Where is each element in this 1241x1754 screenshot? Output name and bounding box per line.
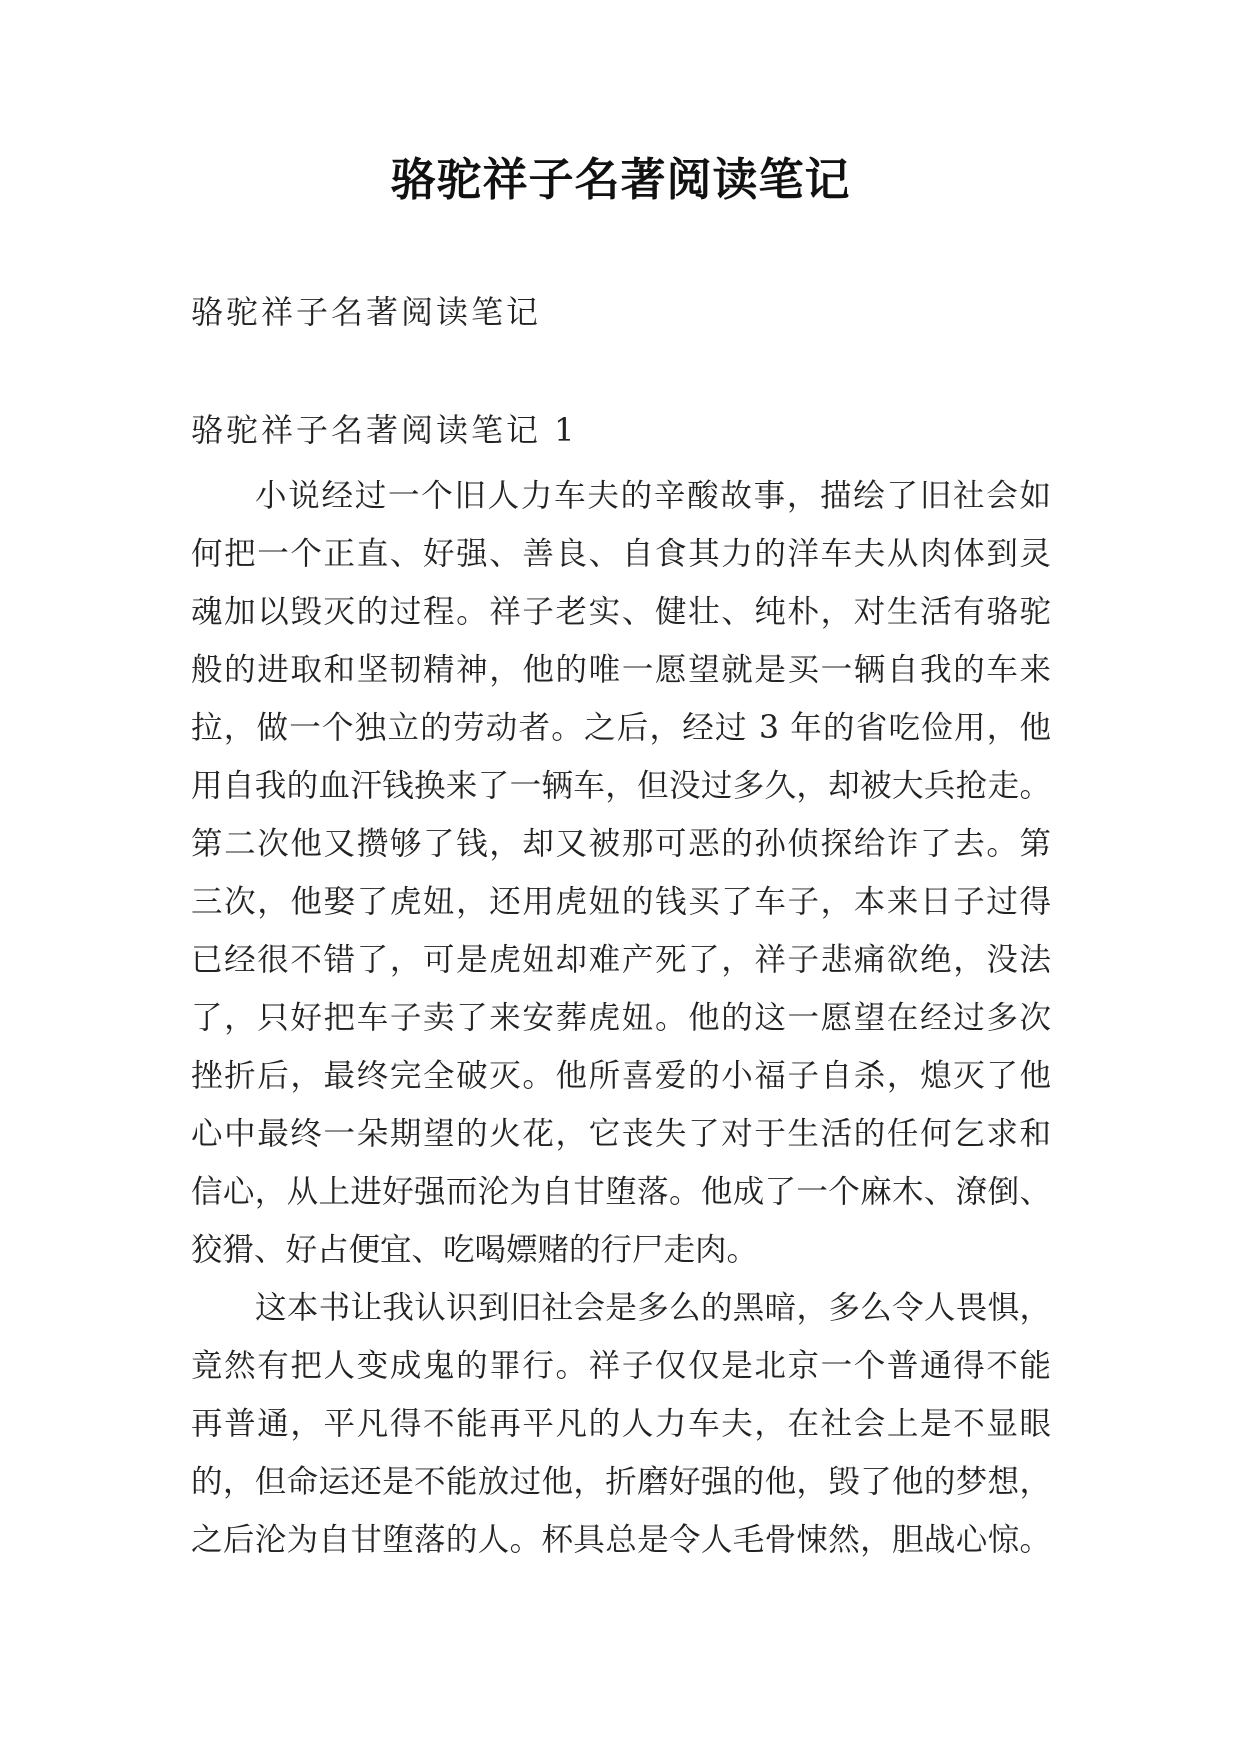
paragraph-line: 拉，做一个独立的劳动者。之后，经过 3 年的省吃俭用，他	[191, 710, 1051, 746]
body-text	[191, 467, 1051, 1569]
paragraph-line: 已经很不错了，可是虎妞却难产死了，祥子悲痛欲绝，没法	[191, 942, 1051, 978]
paragraph-line: 之后沦为自甘堕落的人。杯具总是令人毛骨悚然，胆战心惊。	[191, 1522, 1051, 1558]
document-subtitle: 骆驼祥子名著阅读笔记	[191, 293, 542, 331]
section-heading: 骆驼祥子名著阅读笔记 1	[191, 411, 578, 449]
paragraph-line: 的，但命运还是不能放过他，折磨好强的他，毁了他的梦想，	[191, 1464, 1051, 1500]
paragraph-line: 信心，从上进好强而沦为自甘堕落。他成了一个麻木、潦倒、	[191, 1174, 1051, 1210]
document-title: 骆驼祥子名著阅读笔记	[390, 153, 851, 206]
paragraph-line: 小说经过一个旧人力车夫的辛酸故事，描绘了旧社会如	[255, 478, 1051, 514]
paragraph-line: 三次，他娶了虎妞，还用虎妞的钱买了车子，本来日子过得	[191, 884, 1051, 920]
paragraph-line: 用自我的血汗钱换来了一辆车，但没过多久，却被大兵抢走。	[191, 768, 1051, 804]
paragraph-line: 这本书让我认识到旧社会是多么的黑暗，多么令人畏惧，	[255, 1290, 1051, 1326]
paragraph-line: 魂加以毁灭的过程。祥子老实、健壮、纯朴，对生活有骆驼	[191, 594, 1051, 630]
paragraph-line: 第二次他又攒够了钱，却又被那可恶的孙侦探给诈了去。第	[191, 826, 1051, 862]
paragraph-line: 般的进取和坚韧精神，他的唯一愿望就是买一辆自我的车来	[191, 652, 1051, 688]
paragraph-line: 了，只好把车子卖了来安葬虎妞。他的这一愿望在经过多次	[191, 1000, 1051, 1036]
paragraph-line: 挫折后，最终完全破灭。他所喜爱的小福子自杀，熄灭了他	[191, 1058, 1051, 1094]
paragraph-line: 再普通，平凡得不能再平凡的人力车夫，在社会上是不显眼	[191, 1406, 1051, 1442]
paragraph-line: 何把一个正直、好强、善良、自食其力的洋车夫从肉体到灵	[191, 536, 1051, 572]
paragraph-line: 竟然有把人变成鬼的罪行。祥子仅仅是北京一个普通得不能	[191, 1348, 1051, 1384]
paragraph-line: 狡猾、好占便宜、吃喝嫖赌的行尸走肉。	[191, 1232, 759, 1268]
paragraph-line: 心中最终一朵期望的火花，它丧失了对于生活的任何乞求和	[191, 1116, 1051, 1152]
